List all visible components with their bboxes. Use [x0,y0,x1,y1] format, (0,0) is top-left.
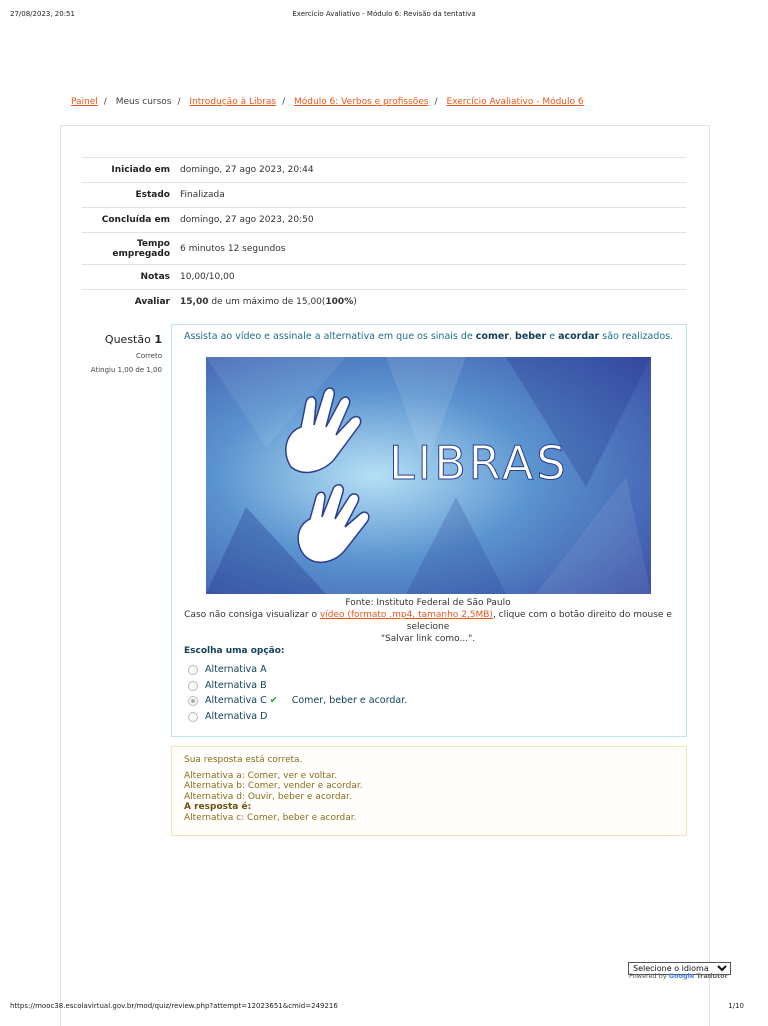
caption-save-hint: "Salvar link como...". [380,634,476,644]
feedback-answer-title: A resposta é: [184,802,252,812]
summary-row-completed [82,207,686,232]
feedback-line: Alternativa b: Comer, vender e acordar. [184,781,363,791]
grade-max: de um máximo de 15,00( [208,297,326,307]
options-title: Escolha uma opção: [184,646,285,656]
correct-check-icon: ✔ [269,695,278,706]
summary-value [180,297,357,307]
option-b[interactable] [188,680,267,691]
feedback-heading: Sua resposta está correta. [184,755,303,765]
breadcrumb-course-link[interactable]: Introdução à Libras [189,97,277,107]
radio-option-a[interactable] [188,665,198,675]
question-text: Assista ao vídeo e assinale a alternativa em que os sinais de comer, beber e acordar são realizados. [184,331,674,342]
question-info [82,333,162,374]
word-acordar: acordar [558,331,600,342]
print-datetime: 27/08/2023, 20:51 [10,10,75,18]
option-a[interactable] [188,664,267,675]
video-link[interactable]: vídeo (formato .mp4, tamanho 2,5MB) [319,610,493,620]
feedback-line: Alternativa a: Comer, ver e voltar. [184,770,338,781]
libras-title: LIBRAS [389,436,569,490]
summary-row-time [82,232,686,264]
grade-close: ) [353,297,357,307]
option-label: Alternativa B [205,680,267,691]
option-label: Alternativa C [205,695,267,706]
option-d[interactable] [188,711,267,722]
libras-image [206,357,651,594]
breadcrumb: Painel / Meus cursos / Introdução à Libras / Módulo 6: Verbos e profissões / Exercício Avaliativo - Módulo 6 [71,97,584,107]
grade-percent: 100% [325,297,354,307]
breadcrumb-module-link[interactable]: Módulo 6: Verbos e profissões [294,97,429,107]
summary-label: Concluída em [101,215,170,225]
summary-row-marks [82,264,686,289]
option-label: Alternativa D [205,711,268,722]
summary-row-grade [82,289,686,314]
image-caption: Fonte: Instituto Federal de São Paulo Caso não consiga visualizar o vídeo (formato .mp4, tamanho 2,5MB), clique com o botão direito do mouse e selecione "Salvar link como...". [171,597,685,645]
radio-option-b[interactable] [188,681,198,691]
option-c[interactable] [188,695,407,706]
print-url: https://mooc38.escolavirtual.gov.br/mod/quiz/review.php?attempt=12023651&cmid=249216 [10,1002,338,1010]
feedback-line: Alternativa d: Ouvir, beber e acordar. [184,791,352,802]
summary-value: domingo, 27 ago 2023, 20:44 [180,165,314,175]
option-feedback: Comer, beber e acordar. [291,695,408,706]
summary-label: Tempo empregado [112,238,170,259]
summary-label: Notas [140,272,170,282]
radio-option-c[interactable] [188,696,198,706]
feedback-answer: Alternativa c: Comer, beber e acordar. [184,812,357,823]
summary-value: 10,00/10,00 [180,272,235,282]
print-title: Exercício Avaliativo - Módulo 6: Revisão da tentativa [292,10,476,18]
breadcrumb-painel-link[interactable]: Painel [71,97,98,107]
summary-label: Iniciado em [111,165,170,175]
question-label: Questão [104,333,151,346]
print-page-number: 1/10 [728,1002,744,1010]
powered-by-google: Powered by Google Tradutor [629,972,728,980]
summary-value: domingo, 27 ago 2023, 20:50 [180,215,314,225]
question-status: Correto [136,352,162,360]
feedback-text [184,755,363,823]
google-logo: Google [668,972,695,980]
breadcrumb-meus-cursos: Meus cursos [115,97,172,107]
attempt-summary-table [82,157,686,314]
summary-row-started [82,157,686,182]
option-label: Alternativa A [205,664,267,675]
caption-source: Fonte: Instituto Federal de São Paulo [345,598,511,608]
summary-value: 6 minutos 12 segundos [180,243,286,254]
summary-label: Estado [135,190,170,200]
radio-option-d[interactable] [188,712,198,722]
summary-value: Finalizada [180,190,225,200]
grade-score: 15,00 [180,297,209,307]
question-number: 1 [154,333,162,346]
summary-label: Avaliar [134,297,170,307]
word-comer: comer [475,331,509,342]
breadcrumb-quiz-link[interactable]: Exercício Avaliativo - Módulo 6 [446,97,584,107]
tradutor-label: Tradutor [696,972,728,980]
question-grade: Atingiu 1,00 de 1,00 [90,366,162,374]
summary-row-state [82,182,686,207]
word-beber: beber [515,331,547,342]
